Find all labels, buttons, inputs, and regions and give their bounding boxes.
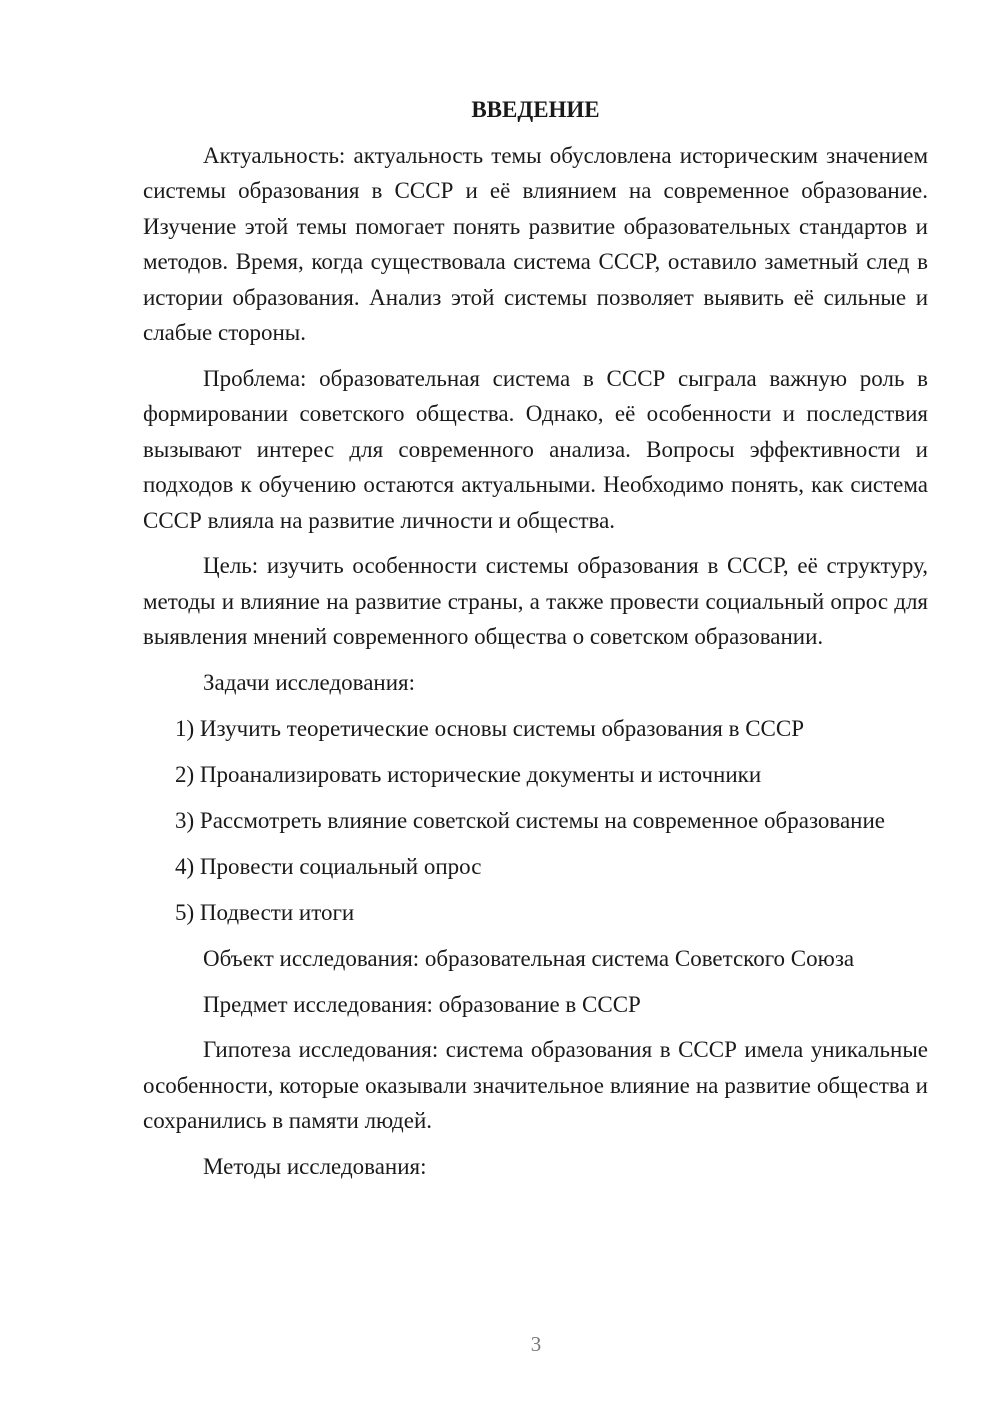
tasks-heading: Задачи исследования: xyxy=(203,670,416,696)
section-heading: ВВЕДЕНИЕ xyxy=(471,97,600,122)
paragraph-hypothesis: Гипотеза исследования: система образования в СССР имела уникальные особенности, которые оказывали значительное влияние на развитие общества и сохранились в памяти людей. xyxy=(143,1037,928,1134)
task-item-1: 1) Изучить теоретические основы системы образования в СССР xyxy=(175,716,805,742)
paragraph-object: Объект исследования: образовательная система Советского Союза xyxy=(203,945,855,971)
task-item-3: 3) Рассмотреть влияние советской системы на современное образование xyxy=(175,807,886,833)
paragraph-relevance: Актуальность: актуальность темы обусловлена историческим значением системы образования в СССР и её влиянием на современное образование. Изучение этой темы помогает понять развитие образовательных стандартов и методов. Время, когда существовала система СССР, оставило заметный след в истории образования. Анализ этой системы позволяет выявить её сильные и слабые стороны. xyxy=(143,143,928,346)
page-number: 3 xyxy=(530,1332,542,1356)
paragraph-subject: Предмет исследования: образование в СССР xyxy=(203,991,641,1017)
page-content xyxy=(143,92,928,1195)
task-item-2: 2) Проанализировать исторические документы и источники xyxy=(175,762,762,787)
paragraph-goal: Цель: изучить особенности системы образования в СССР, её структуру, методы и влияние на развитие страны, а также провести социальный опрос для выявления мнений современного общества о советском образовании. xyxy=(143,553,928,650)
paragraph-problem: Проблема: образовательная система в СССР сыграла важную роль в формировании советского общества. Однако, её особенности и последствия вызывают интерес для современного анализа. Вопросы эффективности и подходов к обучению остаются актуальными. Необходимо понять, как система СССР влияла на развитие личности и общества. xyxy=(143,365,928,533)
task-item-4: 4) Провести социальный опрос xyxy=(175,853,482,879)
paragraph-methods: Методы исследования: xyxy=(203,1154,427,1180)
task-item-5: 5) Подвести итоги xyxy=(175,899,355,925)
